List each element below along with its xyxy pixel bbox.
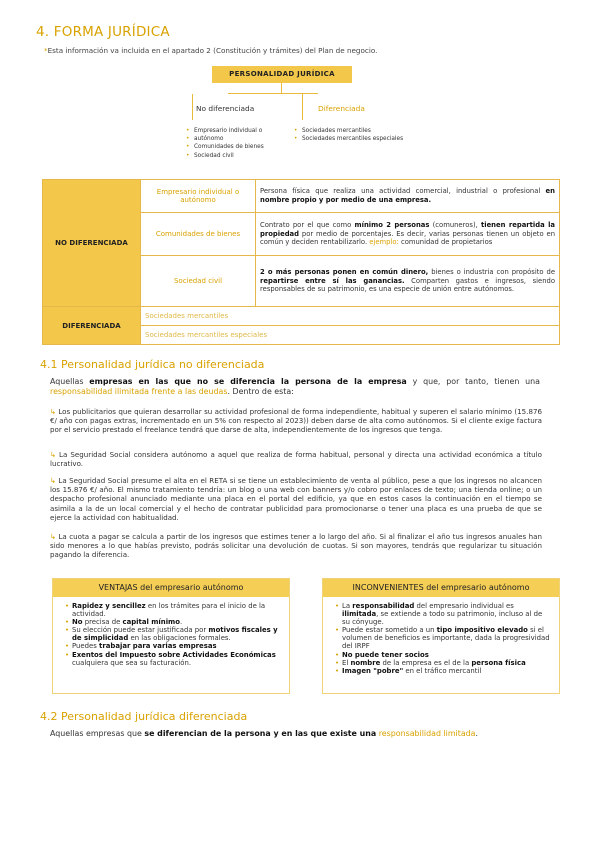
diagram-bracket xyxy=(302,94,303,120)
arrow-icon: ↳ xyxy=(50,450,56,459)
group-diferenciada: DIFERENCIADA xyxy=(43,307,141,345)
desc-text: (comuneros), xyxy=(429,221,481,230)
diagram-right-label: Diferenciada xyxy=(318,104,365,113)
table-row xyxy=(43,307,560,326)
item-bold: No puede tener socios xyxy=(342,650,429,659)
subsection-intro xyxy=(50,377,540,397)
desc-bold: tienen repartida la propiedad xyxy=(260,221,556,238)
desc-bold: 2 o más personas ponen en común dinero, xyxy=(260,268,429,277)
item-text: si el volumen de beneficios es importante, dada la progresividad del IRPF xyxy=(342,626,550,651)
intro-note xyxy=(44,46,377,55)
list-item-text: autónomo xyxy=(194,136,224,143)
group-no-diferenciada: NO DIFERENCIADA xyxy=(43,180,141,307)
bullet-text: La Seguridad Social presume el alta en el RETA si se tiene un establecimiento de venta al público, pese a que los ingresos no alcancen los 15.876 €/ año. El mismo tratamiento tendría: un blog o una web con banners y/o cobro por enlaces de texto; una tienda online; o un despacho profesional anunciado mediante una placa en el portal del edificio, ya que en estos casos la continuación en el tiempo se asimila a la de un local comercial y el hecho de contratar publicidad para promocionarse o tener una placa es una prueba de que se ejerce la actividad con habitualidad. xyxy=(50,476,542,522)
bullet-text: Los publicitarios que quieran desarrollar su actividad profesional de forma independiente, habitual y superen el salario mínimo (15.876 €/ año con pagas extras, incrementado en un 5% con respecto al 2023)) deben darse de alta como autónomos. Si el cliente exige factura por el servicio prestado el freelance tendrá que darse de alta, independientemente de los ingresos que tenga. xyxy=(50,407,542,435)
text-highlight: responsabilidad limitada xyxy=(378,729,476,738)
diagram-root: PERSONALIDAD JURÍDICA xyxy=(212,66,352,83)
row-description xyxy=(256,213,560,256)
diagram-connector xyxy=(281,83,282,93)
item-bold: ilimitada xyxy=(342,610,377,619)
asterisk: * xyxy=(44,46,48,55)
section-title: 4. FORMA JURÍDICA xyxy=(36,24,170,40)
diagram-left-label: No diferenciada xyxy=(196,104,255,113)
bullet-paragraph xyxy=(50,407,542,435)
advantages-header xyxy=(53,579,289,597)
arrow-icon: ↳ xyxy=(50,407,56,416)
text: Aquellas xyxy=(50,377,90,386)
disadvantages-box xyxy=(322,578,560,694)
item-bold: motivos fiscales y de simplicidad xyxy=(72,626,278,643)
subsection-title: 4.2 Personalidad jurídica diferenciada xyxy=(40,710,248,723)
list-item xyxy=(65,642,281,650)
item-text: en los trámites para el inicio de la actividad. xyxy=(72,602,266,619)
list-item xyxy=(65,626,281,642)
row-description xyxy=(256,256,560,307)
legal-personality-diagram xyxy=(180,64,420,174)
disadvantages-header xyxy=(323,579,559,597)
intro-text: Esta información va incluida en el apartado 2 (Constitución y trámites) del Plan de negocio. xyxy=(47,46,378,55)
desc-bold: repartirse entre sí las ganancias. xyxy=(260,276,405,285)
item-text: Su elección puede estar justificada por xyxy=(72,626,209,635)
desc-text: bienes o industria con propósito de xyxy=(428,268,556,277)
list-item: • Sociedad civil xyxy=(186,152,264,160)
bullet-paragraph xyxy=(50,476,542,522)
row-name: Sociedades mercantiles xyxy=(141,307,560,326)
desc-bold: mínimo 2 personas xyxy=(354,221,430,230)
item-bold: Exentos del Impuesto sobre Actividades Económicas xyxy=(72,650,276,659)
diagram-bracket xyxy=(192,94,193,120)
item-text: , se extiende a todo su patrimonio, incluso al de su cónyuge. xyxy=(342,610,543,627)
item-bold: tipo impositivo elevado xyxy=(436,626,528,635)
item-text: del empresario individual es xyxy=(414,602,514,610)
item-text: en las obligaciones formales. xyxy=(128,634,231,643)
item-text: Puedes xyxy=(72,642,100,651)
item-text: . xyxy=(179,618,183,627)
table-row xyxy=(43,180,560,213)
header-strong: VENTAJAS xyxy=(98,583,138,592)
bullet-paragraph xyxy=(50,532,542,560)
item-bold: responsabilidad xyxy=(352,602,415,610)
row-name: Sociedades mercantiles especiales xyxy=(141,326,560,345)
legal-forms-table xyxy=(42,179,560,345)
row-name: Sociedad civil xyxy=(141,256,256,307)
subsection-title: 4.1 Personalidad jurídica no diferenciada xyxy=(40,358,265,371)
advantages-list xyxy=(53,602,289,667)
item-text: precisa de xyxy=(82,618,123,627)
disadvantages-list xyxy=(323,602,559,675)
desc-text: Persona física que realiza una actividad comercial, industrial o profesional xyxy=(260,187,546,196)
list-item xyxy=(65,651,281,667)
item-bold: nombre xyxy=(350,658,381,667)
list-item: • Comunidades de bienes xyxy=(186,143,264,151)
arrow-icon: ↳ xyxy=(50,476,56,485)
item-text: Puede estar sometido a un xyxy=(342,626,437,635)
text: . xyxy=(475,729,479,738)
item-text: cualquiera que sea su facturación. xyxy=(72,658,192,667)
list-item: • Sociedades mercantiles xyxy=(294,127,403,135)
desc-bold: en nombre propio y por medio de una empresa. xyxy=(260,187,555,204)
list-item xyxy=(335,626,551,650)
item-bold: No xyxy=(72,618,83,627)
item-text: en el tráfico mercantil xyxy=(403,666,482,675)
list-item: • Empresario individual o xyxy=(186,127,264,135)
bullet-paragraph xyxy=(50,450,542,468)
list-item-continuation xyxy=(186,135,264,143)
desc-text: por medio de porcentajes. Es decir, varias personas tienen un objeto en común y deciden rentabilizarlo. xyxy=(260,229,555,247)
subsection-intro xyxy=(50,729,540,739)
list-item xyxy=(335,659,551,667)
diagram-right-list xyxy=(294,127,403,143)
item-text: de la empresa es el de la xyxy=(380,658,472,667)
list-item: • Sociedades mercantiles especiales xyxy=(294,135,403,143)
item-bold: capital mínimo xyxy=(122,618,180,627)
arrow-icon: ↳ xyxy=(50,532,56,541)
header-text: del empresario autónomo xyxy=(137,583,244,592)
item-bold: persona física xyxy=(471,658,526,667)
list-item xyxy=(335,667,551,675)
advantages-box xyxy=(52,578,290,694)
bullet-text: La Seguridad Social considera autónomo a aquel que realiza de forma habitual, personal y directa una actividad económica a título lucrativo. xyxy=(50,450,542,469)
item-text: El xyxy=(342,658,351,667)
list-item xyxy=(65,618,281,626)
text: . Dentro de esta: xyxy=(227,387,294,396)
item-bold: Rapidez y sencillez xyxy=(72,602,146,610)
list-item xyxy=(335,602,551,626)
header-text: del empresario autónomo xyxy=(423,583,530,592)
row-name: Comunidades de bienes xyxy=(141,213,256,256)
bullet-text: La cuota a pagar se calcula a partir de los ingresos que estimes tener a lo largo del año. Si al finalizar el año tus ingresos anuales han sido menores a lo que habías previsto, podrás solicitar una devolución de cuotas. Si son mayores, tendrás que regularizar tu situación pagando la diferencia. xyxy=(50,532,542,560)
item-bold: trabajar para varias empresas xyxy=(99,642,217,651)
text: y que, por tanto, tienen una xyxy=(406,377,541,386)
text-highlight: responsabilidad ilimitada frente a las deudas xyxy=(50,387,228,396)
row-name: Empresario individual o autónomo xyxy=(141,180,256,213)
desc-text: Contrato por el que como xyxy=(260,221,355,230)
desc-example: ejemplo: xyxy=(369,238,399,247)
item-text: La xyxy=(342,602,353,610)
desc-text: Comparten gastos e ingresos, siendo responsables de su patrimonio, es una especie de unión entre autónomos. xyxy=(260,276,555,294)
desc-text: comunidad de propietarios xyxy=(398,238,493,247)
list-item xyxy=(335,651,551,659)
row-description xyxy=(256,180,560,213)
diagram-left-list xyxy=(186,127,264,160)
text-bold: empresas en las que no se diferencia la persona de la empresa xyxy=(89,377,407,386)
diagram-connector xyxy=(228,93,318,94)
item-bold: Imagen "pobre" xyxy=(342,666,404,675)
header-strong: INCONVENIENTES xyxy=(352,583,424,592)
list-item xyxy=(65,602,281,618)
text: Aquellas empresas que xyxy=(50,729,145,738)
text-bold: se diferencian de la persona y en las que existe una xyxy=(144,729,377,738)
